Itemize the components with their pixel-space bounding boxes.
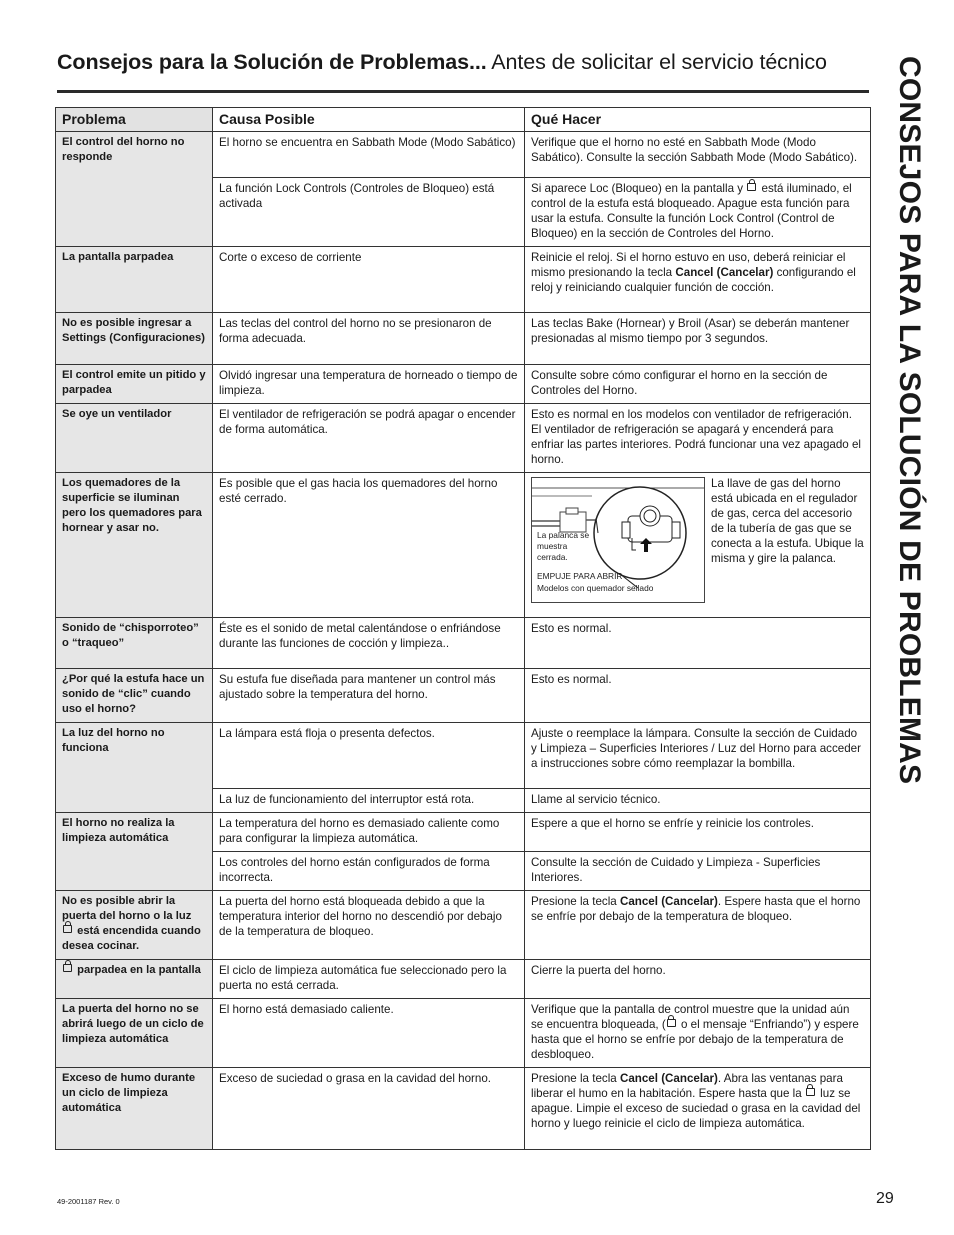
todo-text: luz se apague. Limpie el exceso de suciedad o grasa en la cavidad del horno y luego reinicie el ciclo de limpieza automática. (531, 1087, 861, 1130)
table-row (56, 473, 871, 618)
todo-cell: Llame al servicio técnico. (525, 789, 871, 813)
todo-text: Si aparece Loc (Bloqueo) en la pantalla y (531, 182, 744, 195)
table-row (56, 618, 871, 669)
todo-cell: Esto es normal. (525, 618, 871, 669)
lock-icon (806, 1088, 815, 1096)
cancel-key-text: Cancel (Cancelar) (619, 1072, 718, 1085)
todo-cell: Espere a que el horno se enfríe y reinicie los controles. (525, 813, 871, 852)
table-header-row (56, 108, 871, 132)
problem-cell: El horno no realiza la limpieza automática (56, 813, 213, 891)
sealed-burner-caption: Modelos con quemador sellado (537, 583, 654, 593)
troubleshooting-table (55, 107, 871, 1150)
cause-cell: El ventilador de refrigeración se podrá apagar o encender de forma automática. (213, 404, 525, 473)
table-row (56, 999, 871, 1068)
cause-cell: La puerta del horno está bloqueada debido a que la temperatura interior del horno no descendió por debajo de la temperatura de bloqueo. (213, 891, 525, 960)
page-number: 29 (876, 1190, 894, 1207)
document-number: 49-2001187 Rev. 0 (57, 1197, 120, 1206)
lock-icon (667, 1019, 676, 1027)
cause-cell: El horno se encuentra en Sabbath Mode (Modo Sabático) (213, 132, 525, 178)
cause-cell: Es posible que el gas hacia los quemadores del horno esté cerrado. (213, 473, 525, 618)
todo-cell (525, 1068, 871, 1150)
header-todo: Qué Hacer (525, 108, 871, 132)
table-row (56, 132, 871, 178)
todo-cell (525, 247, 871, 313)
todo-cell: Las teclas Bake (Hornear) y Broil (Asar) se deberán mantener presionadas al mismo tiempo por 3 segundos. (525, 313, 871, 365)
cause-cell: El horno está demasiado caliente. (213, 999, 525, 1068)
problem-cell: El control emite un pitido y parpadea (56, 365, 213, 404)
problem-cell: La puerta del horno no se abrirá luego de un ciclo de limpieza automática (56, 999, 213, 1068)
todo-cell (525, 473, 871, 618)
table-row (56, 813, 871, 852)
gas-valve-block (531, 476, 864, 603)
problem-cell: Exceso de humo durante un ciclo de limpieza automática (56, 1068, 213, 1150)
todo-cell: Esto es normal. (525, 669, 871, 723)
table-row (56, 960, 871, 999)
table-row (56, 669, 871, 723)
todo-text: Verifique que la pantalla de control muestre que la unidad aún se encuentra bloqueada, ( (531, 1003, 850, 1031)
problem-cell: No es posible ingresar a Settings (Configuraciones) (56, 313, 213, 365)
todo-cell (525, 891, 871, 960)
cause-cell: Exceso de suciedad o grasa en la cavidad del horno. (213, 1068, 525, 1150)
cancel-key-text: Cancel (Cancelar) (675, 266, 774, 279)
todo-text: La llave de gas del horno está ubicada en el regulador de gas, cerca del accesorio de la tubería de gas que se conecta a la estufa. Ubique la misma y gire la palanca. (711, 477, 864, 565)
lock-icon (63, 964, 72, 972)
page-title-bold: Consejos para la Solución de Problemas... (57, 50, 487, 74)
table-row (56, 404, 871, 473)
push-to-open-caption: EMPUJE PARA ABRIR (537, 571, 623, 581)
header-problem: Problema (56, 108, 213, 132)
page-title-regular: Antes de solicitar el servicio técnico (491, 50, 827, 74)
problem-text: No es posible abrir la puerta del horno o la luz (62, 895, 192, 922)
todo-text: Presione la tecla (531, 895, 617, 908)
table-row (56, 1068, 871, 1150)
problem-cell (56, 960, 213, 999)
problem-text: está encendida cuando desea cocinar. (62, 925, 201, 952)
page-title (57, 50, 872, 75)
cause-cell: Su estufa fue diseñada para mantener un control más ajustado sobre la temperatura del horno. (213, 669, 525, 723)
cause-cell: El ciclo de limpieza automática fue seleccionado pero la puerta no está cerrada. (213, 960, 525, 999)
cause-cell: La luz de funcionamiento del interruptor está rota. (213, 789, 525, 813)
side-section-title: CONSEJOS PARA LA SOLUCIÓN DE PROBLEMAS (893, 56, 926, 785)
problem-text: parpadea en la pantalla (77, 964, 201, 976)
problem-cell: El control del horno no responde (56, 132, 213, 247)
lever-caption: La palanca se muestra cerrada. (537, 530, 590, 562)
todo-text: Presione la tecla (531, 1072, 617, 1085)
title-divider (57, 90, 869, 93)
table-row (56, 723, 871, 789)
todo-cell: Consulte la sección de Cuidado y Limpieza - Superficies Interiores. (525, 852, 871, 891)
todo-cell: Esto es normal en los modelos con ventilador de refrigeración. El ventilador de refrigeración se apagará y encenderá para enfriar las partes interiores. Podrá funcionar una vez apagado el horno. (525, 404, 871, 473)
lock-icon (63, 925, 72, 933)
cause-cell: Corte o exceso de corriente (213, 247, 525, 313)
cause-cell: Éste es el sonido de metal calentándose o enfriándose durante las funciones de cocción y limpieza.. (213, 618, 525, 669)
todo-cell: Consulte sobre cómo configurar el horno en la sección de Controles del Horno. (525, 365, 871, 404)
todo-cell: Ajuste o reemplace la lámpara. Consulte la sección de Cuidado y Limpieza – Superficies Interiores / Luz del Horno para acceder a instrucciones sobre cómo reemplazar la bombilla. (525, 723, 871, 789)
todo-text: está iluminado, el control de la estufa está bloqueado. Apague esta función para usar la estufa. Consulte la función Lock Control (Control de Bloqueo) en la sección de Controles del Horno. (531, 182, 852, 240)
cause-cell: Los controles del horno están configurados de forma incorrecta. (213, 852, 525, 891)
table-row (56, 891, 871, 960)
problem-cell: La pantalla parpadea (56, 247, 213, 313)
cause-cell: La temperatura del horno es demasiado caliente como para configurar la limpieza automática. (213, 813, 525, 852)
header-cause: Causa Posible (213, 108, 525, 132)
todo-cell: Cierre la puerta del horno. (525, 960, 871, 999)
todo-cell: Verifique que el horno no esté en Sabbath Mode (Modo Sabático). Consulte la sección Sabbath Mode (Modo Sabático). (525, 132, 871, 178)
problem-cell: La luz del horno no funciona (56, 723, 213, 813)
cause-cell: La función Lock Controls (Controles de Bloqueo) está activada (213, 178, 525, 247)
table-row (56, 313, 871, 365)
problem-cell (56, 891, 213, 960)
lock-icon (747, 183, 756, 191)
table-row (56, 247, 871, 313)
cause-cell: Olvidó ingresar una temperatura de horneado o tiempo de limpieza. (213, 365, 525, 404)
cause-cell: La lámpara está floja o presenta defectos. (213, 723, 525, 789)
todo-cell (525, 999, 871, 1068)
cause-cell: Las teclas del control del horno no se presionaron de forma adecuada. (213, 313, 525, 365)
problem-cell: Los quemadores de la superficie se iluminan pero los quemadores para hornear y asar no. (56, 473, 213, 618)
cancel-key-text: Cancel (Cancelar) (619, 895, 718, 908)
todo-text: configurando el reloj y reiniciando cualquier función de cocción. (531, 266, 856, 294)
todo-text: . Espere hasta que el horno se enfríe por debajo de la temperatura de bloqueo. (531, 895, 861, 923)
todo-text: o el mensaje “Enfriando”) y espere hasta que el horno se enfríe por debajo de la temperatura de desbloqueo. (531, 1018, 859, 1061)
todo-cell (525, 178, 871, 247)
gas-valve-illustration (531, 477, 705, 603)
problem-cell: Se oye un ventilador (56, 404, 213, 473)
table-row (56, 365, 871, 404)
problem-cell: ¿Por qué la estufa hace un sonido de “clic” cuando uso el horno? (56, 669, 213, 723)
todo-text: Reinicie el reloj. Si el horno estuvo en uso, deberá reiniciar el mismo presionando la tecla (531, 251, 846, 279)
problem-cell: Sonido de “chisporroteo” o “traqueo” (56, 618, 213, 669)
todo-text: . Abra las ventanas para liberar el humo en la habitación. Espere hasta que la (531, 1072, 843, 1100)
